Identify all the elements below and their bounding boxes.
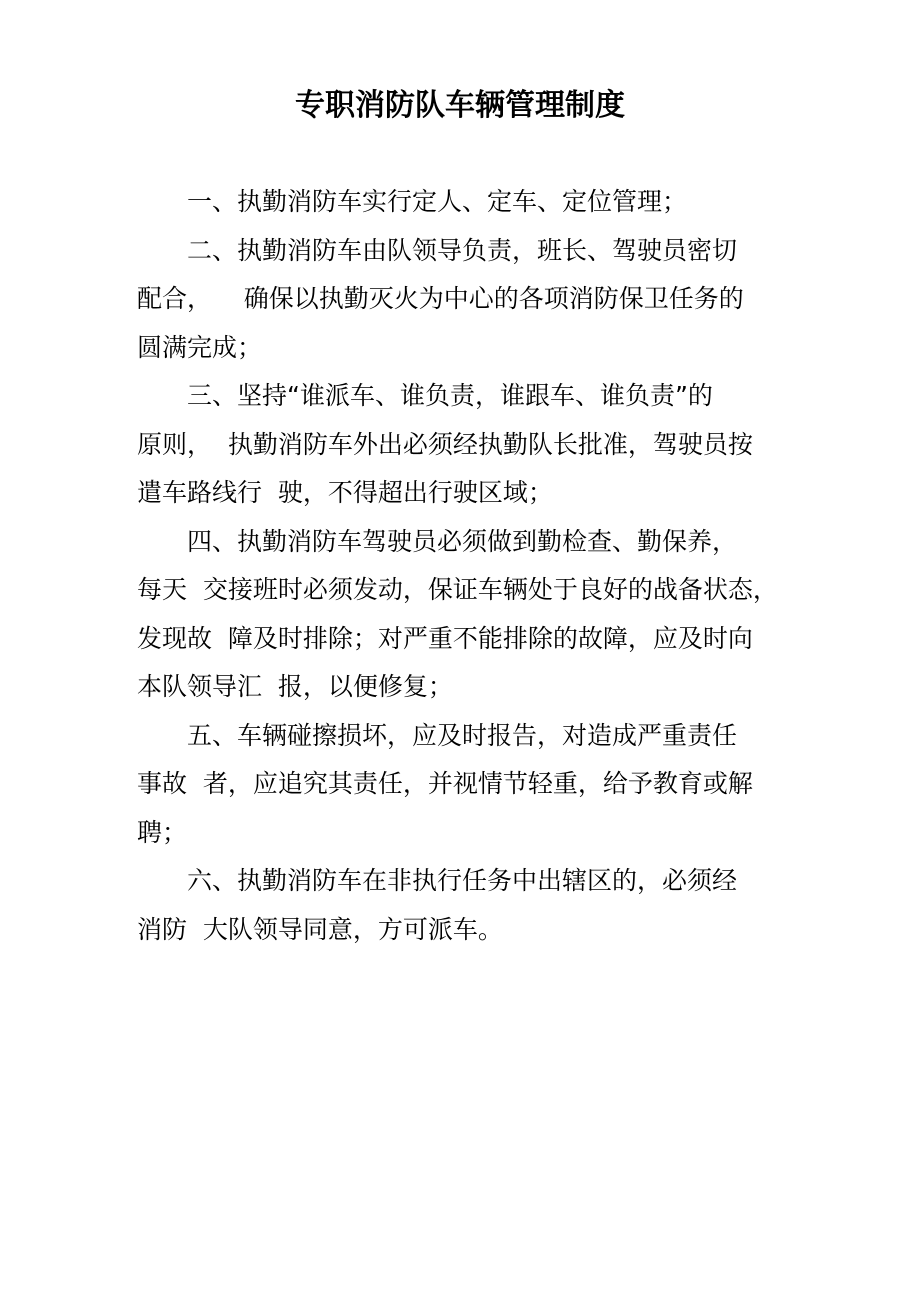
paragraph-line: 聘； [137, 817, 188, 847]
paragraph-line: 五、车辆碰擦损坏，应及时报告，对造成严重责任 [187, 720, 738, 750]
paragraph-line: 圆满完成； [137, 332, 263, 362]
paragraph-2 [137, 227, 797, 373]
paragraph-3 [137, 372, 797, 518]
paragraph-1 [137, 178, 797, 227]
document-body [137, 178, 797, 954]
paragraph-line: 本队领导汇 报，以便修复； [137, 672, 453, 701]
paragraph-line: 事故 者，应追究其责任，并视情节轻重，给予教育或解 [137, 769, 753, 798]
paragraph-line: 原则， 执勤消防车外出必须经执勤队长批准，驾驶员按 [137, 429, 753, 459]
paragraph-line: 三、坚持“谁派车、谁负责，谁跟车、谁负责”的 [187, 381, 713, 410]
paragraph-line: 发现故 障及时排除；对严重不能排除的故障，应及时向 [137, 623, 753, 653]
paragraph-6 [137, 857, 797, 954]
paragraph-5 [137, 712, 797, 858]
paragraph-line: 配合， 确保以执勤灭火为中心的各项消防保卫任务的 [137, 284, 744, 313]
paragraph-line: 四、执勤消防车驾驶员必须做到勤检查、勤保养， [187, 526, 738, 556]
paragraph-line: 每天 交接班时必须发动，保证车辆处于良好的战备状态， [137, 575, 778, 604]
document-title: 专职消防队车辆管理制度 [295, 88, 625, 123]
paragraph-line: 二、执勤消防车由队领导负责，班长、驾驶员密切 [187, 235, 738, 265]
paragraph-4 [137, 518, 797, 712]
paragraph-line: 一、执勤消防车实行定人、定车、定位管理； [187, 187, 688, 216]
paragraph-line: 六、执勤消防车在非执行任务中出辖区的，必须经 [187, 866, 738, 895]
paragraph-line: 消防 大队领导同意，方可派车。 [137, 914, 503, 944]
paragraph-line: 遣车路线行 驶，不得超出行驶区域； [137, 478, 553, 507]
